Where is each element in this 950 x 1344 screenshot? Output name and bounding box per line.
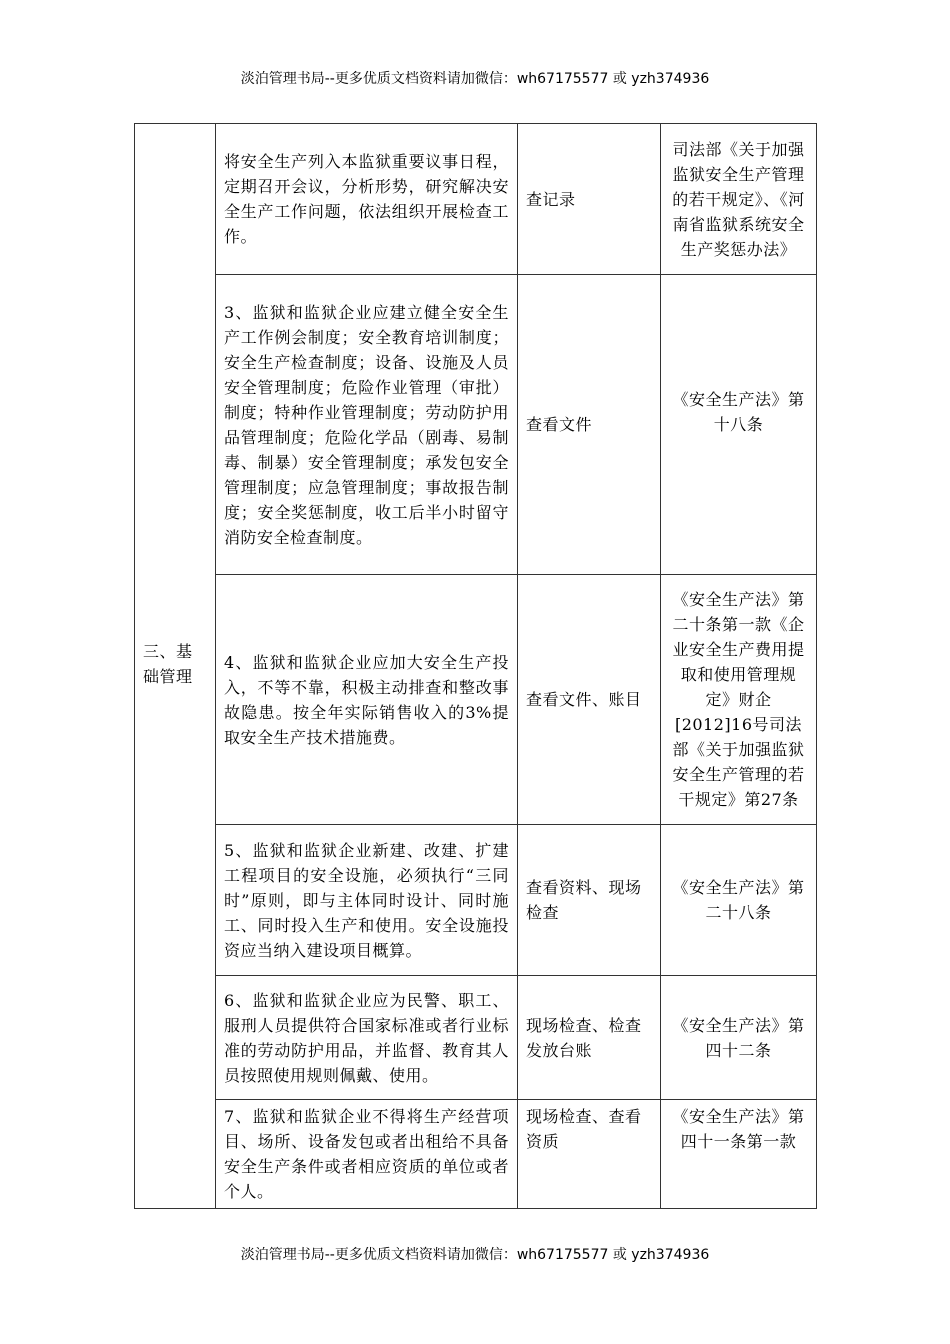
basis-cell xyxy=(661,275,817,575)
basis-text: 《安全生产法》第四十一条第一款 xyxy=(672,1107,805,1151)
page-footer: 淡泊管理书局--更多优质文档资料请加微信：wh67175577 或 yzh374936 xyxy=(240,1247,710,1263)
requirement-text: 3、监狱和监狱企业应建立健全安全生产工作例会制度；安全教育培训制度；安全生产检查制度；设备、设施及人员安全管理制度；危险作业管理（审批）制度；特种作业管理制度；劳动防护用品管理制度；危险化学品（剧毒、易制毒、制暴）安全管理制度；承发包安全管理制度；应急管理制度；事故报告制度；安全奖惩制度，收工后半小时留守消防安全检查制度。 xyxy=(224,302,509,547)
requirement-cell xyxy=(216,575,518,825)
requirement-text: 4、监狱和监狱企业应加大安全生产投入，不等不靠，积极主动排查和整改事故隐患。按全年实际销售收入的3%提取安全生产技术措施费。 xyxy=(224,652,509,747)
table-row xyxy=(135,976,817,1100)
inspection-table xyxy=(134,123,817,1209)
method-cell xyxy=(518,275,661,575)
basis-text: 司法部《关于加强监狱安全生产管理的若干规定》、《河南省监狱系统安全生产奖惩办法》 xyxy=(672,139,805,259)
basis-cell xyxy=(661,1100,817,1209)
method-text: 查看文件 xyxy=(526,415,593,434)
requirement-cell xyxy=(216,124,518,275)
requirement-text: 5、监狱和监狱企业新建、改建、扩建工程项目的安全设施，必须执行“三同时”原则，即与主体同时设计、同时施工、同时投入生产和使用。安全设施投资应当纳入建设项目概算。 xyxy=(224,840,509,960)
method-cell xyxy=(518,825,661,976)
method-text: 查看文件、账目 xyxy=(526,690,642,709)
basis-text: 《安全生产法》第四十二条 xyxy=(672,1015,805,1060)
method-text: 查看资料、现场检查 xyxy=(526,878,642,922)
method-text: 现场检查、查看资质 xyxy=(526,1107,642,1151)
basis-text: 《安全生产法》第二十八条 xyxy=(672,878,805,922)
category-cell xyxy=(135,124,216,1209)
table-row xyxy=(135,124,817,275)
method-text: 查记录 xyxy=(526,189,576,209)
method-cell xyxy=(518,575,661,825)
requirement-text: 将安全生产列入本监狱重要议事日程，定期召开会议，分析形势，研究解决安全生产工作问题，依法组织开展检查工作。 xyxy=(224,152,509,246)
requirement-cell xyxy=(216,976,518,1100)
method-cell xyxy=(518,124,661,275)
requirement-text: 6、监狱和监狱企业应为民警、职工、服刑人员提供符合国家标准或者行业标准的劳动防护用品，并监督、教育其人员按照使用规则佩戴、使用。 xyxy=(224,990,509,1085)
basis-text: 《安全生产法》第十八条 xyxy=(672,390,805,434)
method-cell xyxy=(518,1100,661,1209)
method-text: 现场检查、检查发放台账 xyxy=(526,1015,642,1060)
basis-cell xyxy=(661,575,817,825)
table-row xyxy=(135,825,817,976)
requirement-cell xyxy=(216,825,518,976)
table-row xyxy=(135,1100,817,1209)
basis-cell xyxy=(661,124,817,275)
basis-text: 《安全生产法》第二十条第一款《企业安全生产费用提取和使用管理规定》财企[2012]16号司法部《关于加强监狱安全生产管理的若干规定》第27条 xyxy=(672,590,805,809)
basis-cell xyxy=(661,825,817,976)
table-row xyxy=(135,275,817,575)
requirement-text: 7、监狱和监狱企业不得将生产经营项目、场所、设备发包或者出租给不具备安全生产条件或者相应资质的单位或者个人。 xyxy=(224,1107,509,1201)
basis-cell xyxy=(661,976,817,1100)
table-row xyxy=(135,575,817,825)
requirement-cell xyxy=(216,275,518,575)
method-cell xyxy=(518,976,661,1100)
requirement-cell xyxy=(216,1100,518,1209)
category-label: 三、基础管理 xyxy=(143,642,193,686)
page-header: 淡泊管理书局--更多优质文档资料请加微信：wh67175577 或 yzh374936 xyxy=(240,71,710,87)
